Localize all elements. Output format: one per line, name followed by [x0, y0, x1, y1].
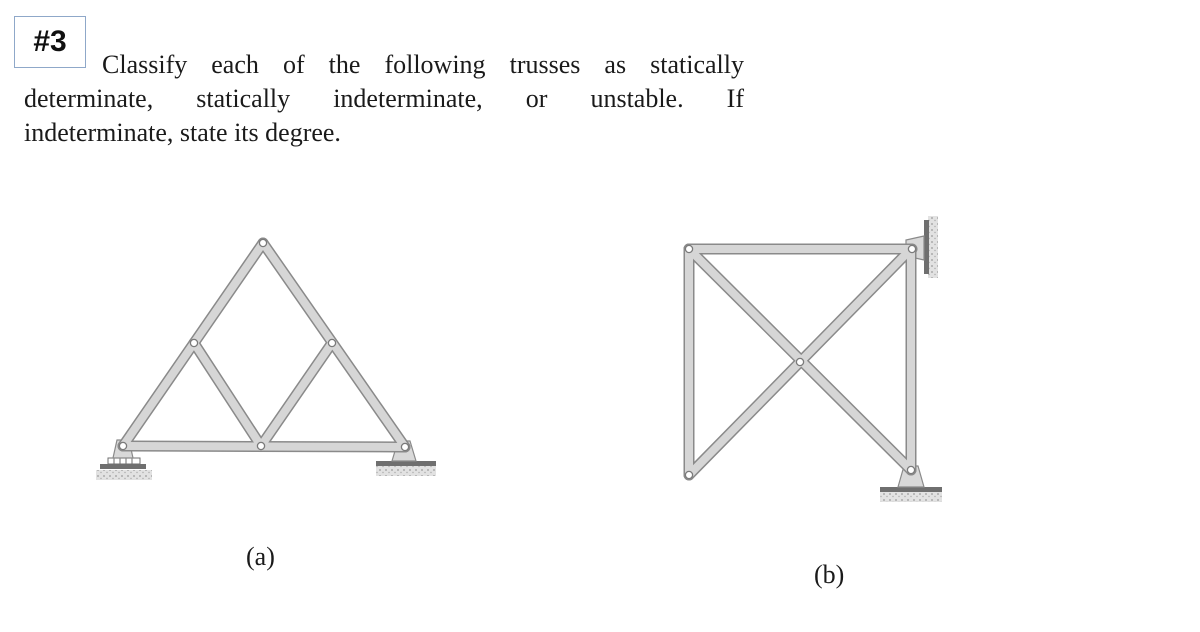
truss-a-pin [328, 339, 335, 346]
truss-b-wall [924, 216, 938, 278]
truss-a-pin [401, 443, 408, 450]
statement-line-3: indeterminate, state its degree. [24, 118, 341, 147]
statement-line-1: Classify each of the following trusses as statically [102, 50, 744, 79]
statement-line-2: determinate, statically indeterminate, or unstable. If [24, 84, 744, 113]
truss-b [685, 216, 942, 502]
truss-b-pin [685, 245, 692, 252]
truss-a-right-ground [376, 461, 436, 476]
truss-b-ground [880, 487, 942, 502]
truss-b-pin [908, 245, 915, 252]
truss-b-pin [796, 358, 803, 365]
truss-a [96, 239, 436, 480]
problem-number-badge: #3 [14, 16, 86, 68]
truss-a-pin [257, 442, 264, 449]
truss-a-pin [119, 442, 126, 449]
truss-a-pin [190, 339, 197, 346]
figure-caption-b: (b) [814, 560, 845, 589]
figure-caption-a: (a) [246, 542, 275, 571]
truss-a-left-ground [96, 458, 152, 480]
truss-b-pin [907, 466, 914, 473]
truss-b-pin [685, 471, 692, 478]
truss-a-pin [259, 239, 266, 246]
